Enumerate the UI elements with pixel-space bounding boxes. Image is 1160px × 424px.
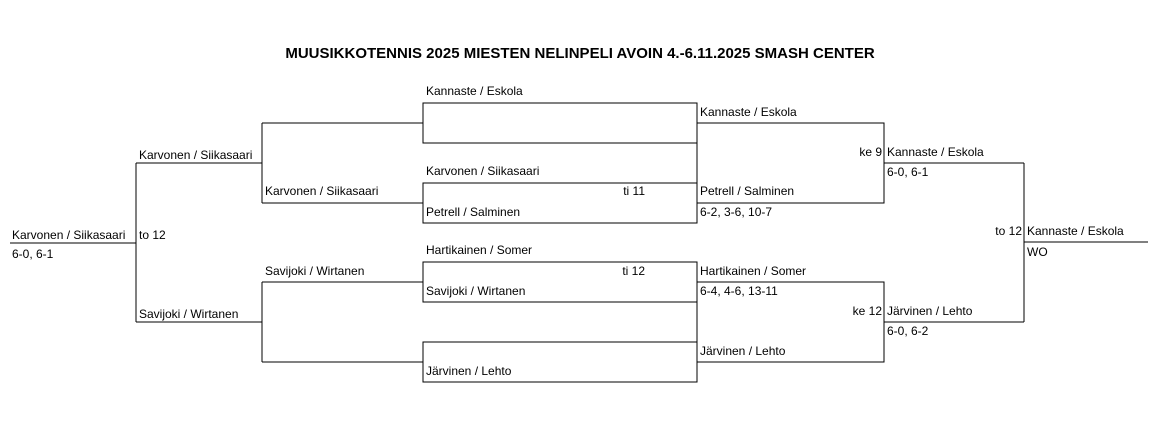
right-semi-score-bottom: 6-0, 6-2 [887, 324, 929, 338]
r1-match2-top: Karvonen / Siikasaari [426, 164, 540, 178]
left-semi-team-bottom: Savijoki / Wirtanen [139, 307, 239, 321]
right-semi-score-top: 6-0, 6-1 [887, 165, 929, 179]
r2-team-4: Järvinen / Lehto [700, 344, 786, 358]
r2-score-3: 6-4, 4-6, 13-11 [700, 284, 778, 298]
left-final-score: 6-0, 6-1 [12, 247, 54, 261]
right-semi-time-bottom: ke 12 [852, 304, 882, 318]
right-final-score: WO [1027, 245, 1048, 259]
left-final-time: to 12 [139, 228, 166, 242]
right-semi-time-top: ke 9 [859, 145, 882, 159]
page-title: MUUSIKKOTENNIS 2025 MIESTEN NELINPELI AVOIN 4.-6.11.2025 SMASH CENTER [285, 45, 875, 62]
r2-team-3: Hartikainen / Somer [700, 264, 807, 278]
r1-match3-top: Hartikainen / Somer [426, 243, 533, 257]
r2-score-2: 6-2, 3-6, 10-7 [700, 205, 773, 219]
left-final-team: Karvonen / Siikasaari [12, 228, 126, 242]
left-semi-team-top: Karvonen / Siikasaari [139, 148, 253, 162]
r2-team-2: Petrell / Salminen [700, 184, 795, 198]
r1-match4-bottom: Järvinen / Lehto [426, 364, 512, 378]
right-semi-team-top: Kannaste / Eskola [887, 145, 984, 159]
r1-match2-bottom: Petrell / Salminen [426, 205, 521, 219]
right-final-time: to 12 [995, 224, 1022, 238]
r1-match2-time: ti 11 [623, 184, 645, 198]
r1-match1-top: Kannaste / Eskola [426, 84, 523, 98]
left-quarter-team-top: Karvonen / Siikasaari [265, 184, 379, 198]
r2-team-1: Kannaste / Eskola [700, 105, 797, 119]
left-quarter-team-bottom: Savijoki / Wirtanen [265, 264, 365, 278]
right-final-team: Kannaste / Eskola [1027, 224, 1124, 238]
right-semi-team-bottom: Järvinen / Lehto [887, 304, 973, 318]
r1-match3-time: ti 12 [622, 264, 645, 278]
match-box-1 [423, 103, 697, 143]
r1-match3-bottom: Savijoki / Wirtanen [426, 284, 526, 298]
